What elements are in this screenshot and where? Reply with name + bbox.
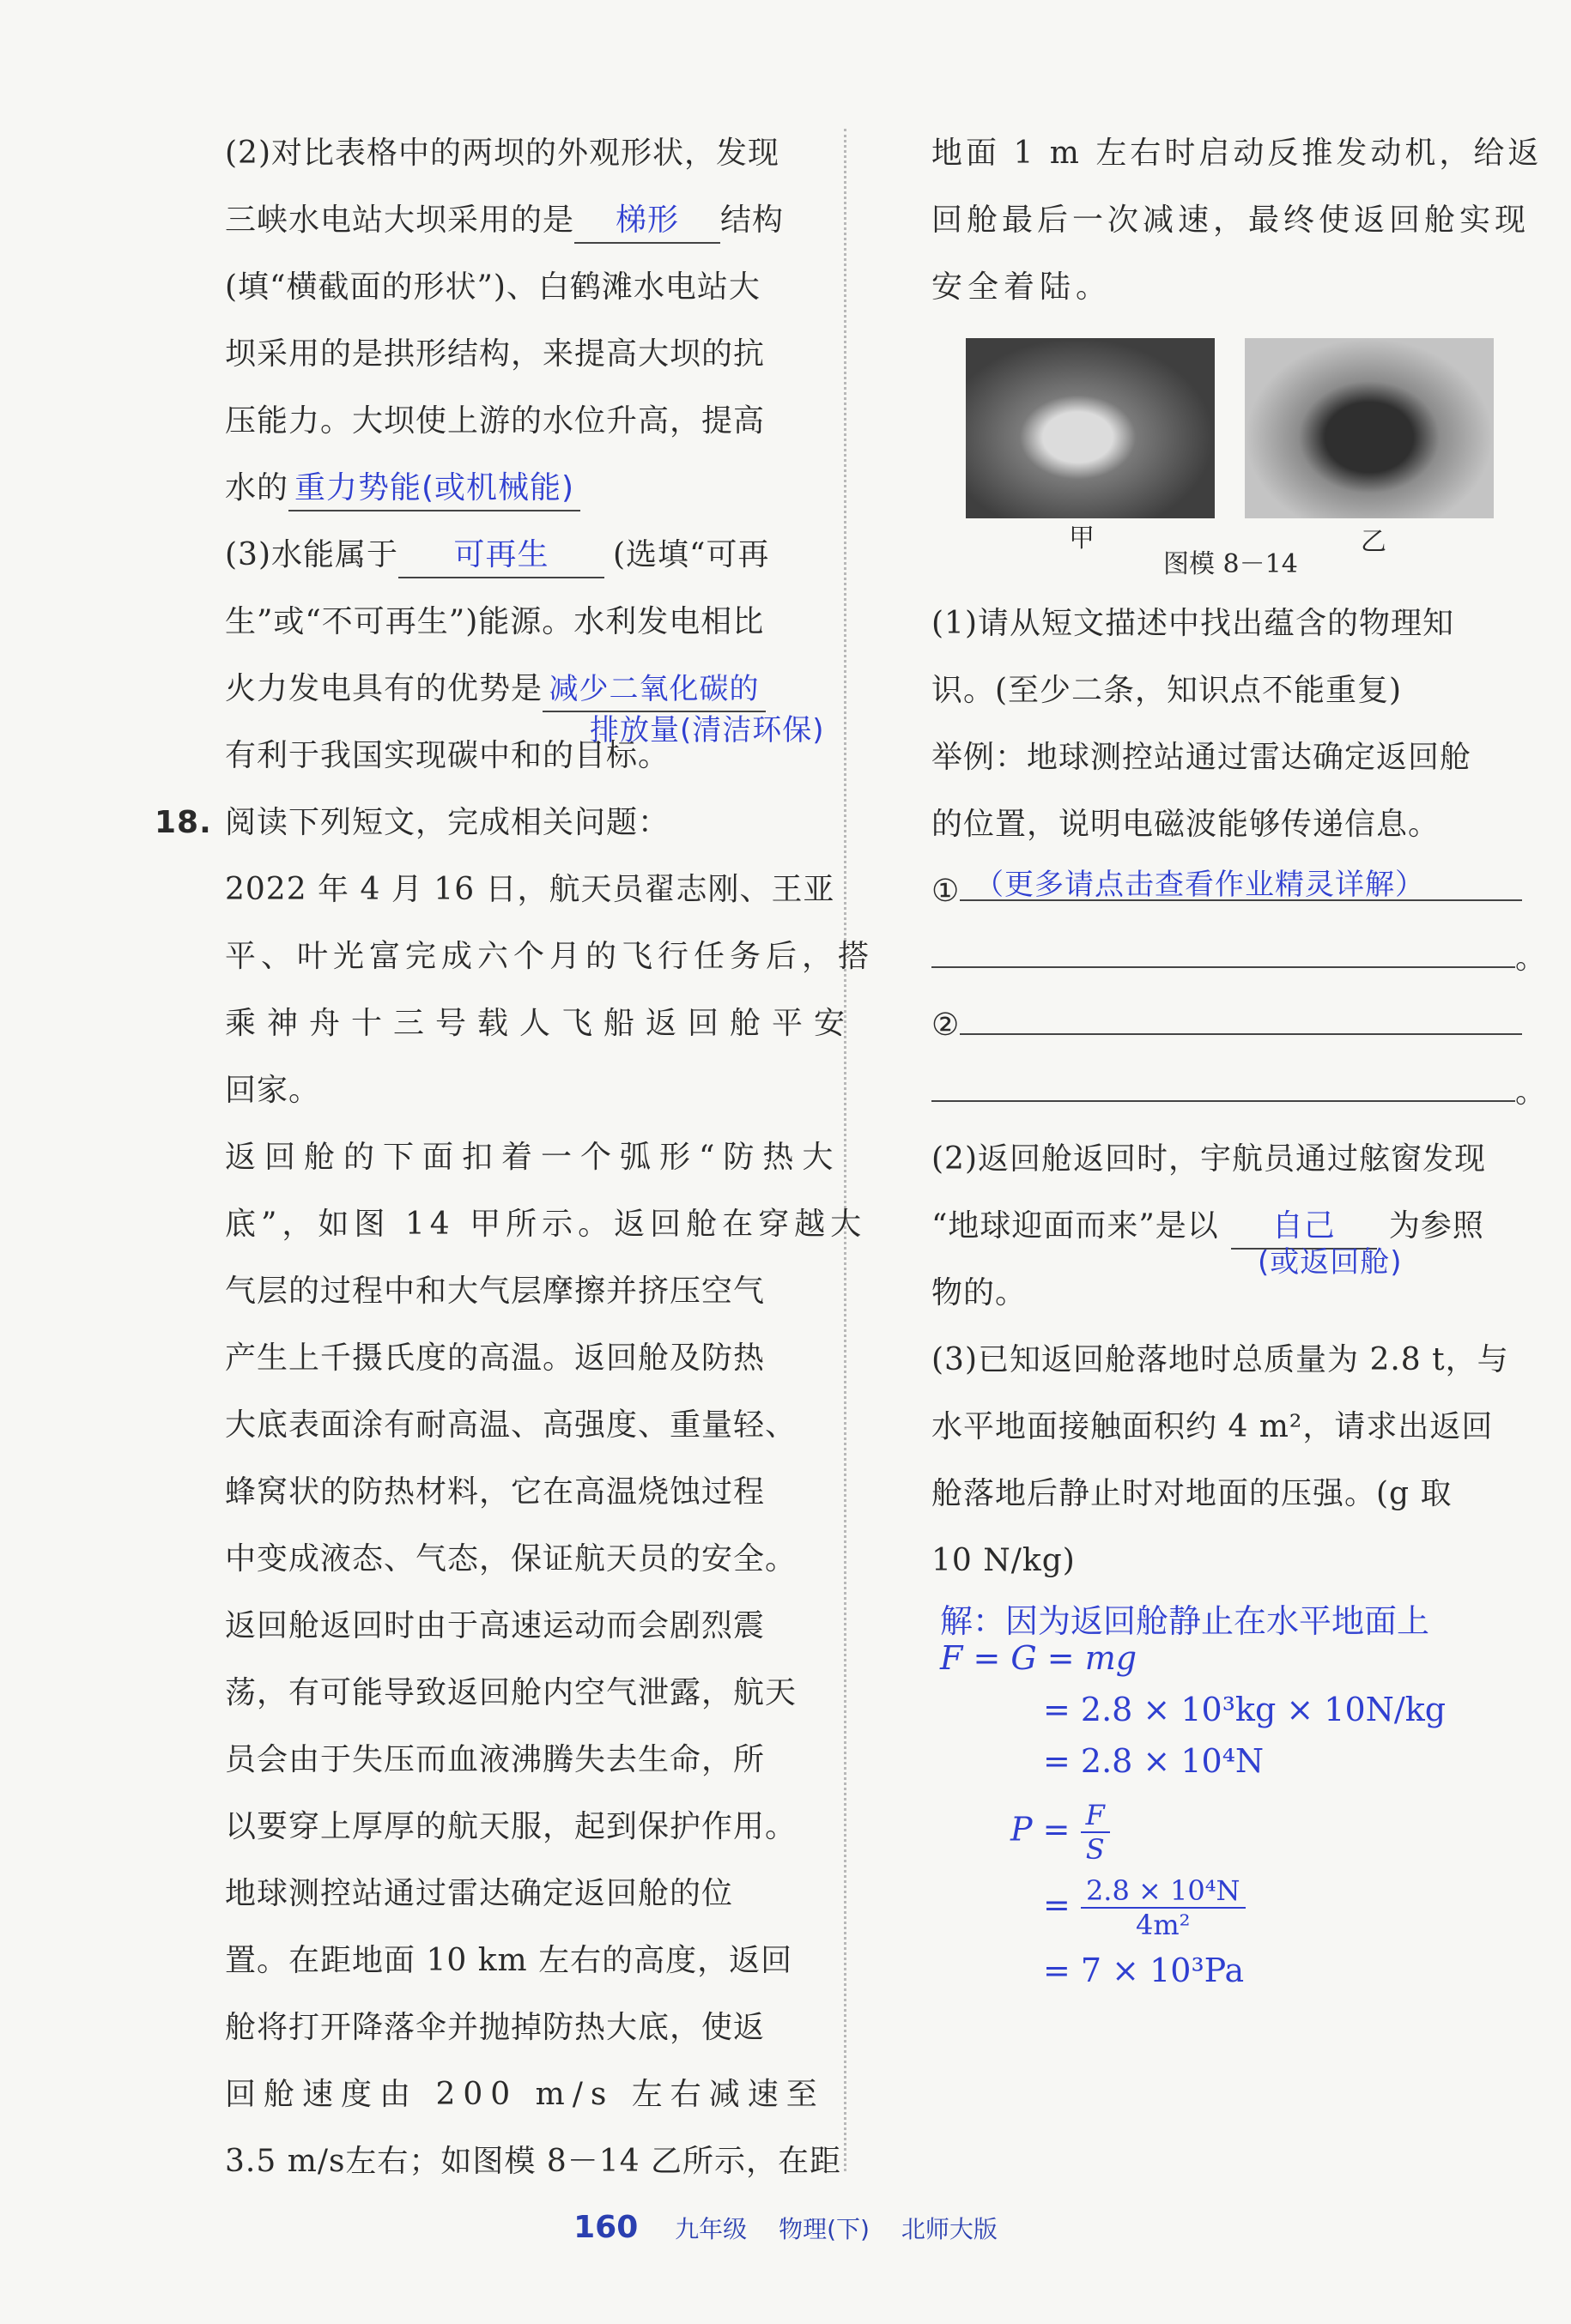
q2-answer-shape: 梯形 [574, 199, 720, 244]
q18-heading [155, 790, 826, 856]
answer-blank [931, 932, 1515, 968]
passage-line: 地面 1 m 左右时启动反推发动机，给返 [931, 136, 1543, 171]
q2-text: 结构 [720, 203, 785, 238]
q3-answer-advantage-b: 排放量(清洁环保) [590, 713, 825, 747]
answer-line-1 [931, 858, 1532, 925]
example-line: 举例：地球测控站通过雷达确定返回舱 [931, 740, 1472, 775]
page-number: 160 [573, 2210, 639, 2245]
subject-label: 物理(下) [779, 2215, 870, 2243]
solution-fraction-line [1010, 1799, 1110, 1866]
circle-number: ① [931, 874, 961, 909]
passage-line: 产生上千摄氏度的高温。返回舱及防热 [225, 1341, 766, 1376]
passage-line: 员会由于失压而血液沸腾失去生命，所 [225, 1742, 766, 1777]
q2-answer-alt: (或返回舱) [1258, 1245, 1403, 1280]
solution-lhs: P = [1010, 1810, 1071, 1849]
solution-line: = 2.8 × 10³kg × 10N/kg [1043, 1691, 1447, 1728]
q2-text: 三峡水电站大坝采用的是 [225, 203, 575, 238]
q3-line [225, 522, 826, 589]
solution-block [931, 1595, 1532, 2006]
q3-answer-advantage-a: 减少二氧化碳的 [543, 668, 766, 712]
passage-line: 底”，如图 14 甲所示。返回舱在穿越大 [225, 1207, 867, 1242]
passage-line: 大底表面涂有耐高温、高强度、重量轻、 [225, 1407, 798, 1443]
passage-line: 舱将打开降落伞并抛掉防热大底，使返 [225, 2010, 766, 2045]
column-divider [844, 129, 846, 2171]
figure-8-14 [966, 338, 1532, 557]
figure-label-a: 甲 [1069, 524, 1095, 554]
equals-sign: = [1043, 1885, 1071, 1924]
period: 。 [1515, 1074, 1548, 1110]
q3-line [225, 713, 826, 790]
figure-label-b: 乙 [1361, 527, 1386, 557]
passage-line: 返回舱返回时由于高速运动而会剧烈震 [225, 1608, 766, 1643]
q3-line: 水平地面接触面积约 4 m²，请求出返回 [931, 1409, 1494, 1444]
passage-line: 中变成液态、气态，保证航天员的安全。 [225, 1541, 798, 1577]
passage-line: 返回舱的下面扣着一个弧形“防热大 [225, 1140, 842, 1175]
answer-line-1b [931, 925, 1548, 992]
q2-line: 物的。 [931, 1275, 1028, 1310]
return-capsule-photo-a [966, 338, 1215, 518]
q2-line [931, 1193, 1532, 1280]
q2-answer-energy: 重力势能(或机械能) [288, 467, 580, 511]
q1-line: 识。(至少二条，知识点不能重复) [931, 673, 1403, 708]
q1-line: (1)请从短文描述中找出蕴含的物理知 [931, 606, 1454, 641]
passage-line: 回舱速度由 200 m/s 左右减速至 [225, 2077, 825, 2112]
answer-link-text[interactable]: （更多请点击查看作业精灵详解） [974, 868, 1425, 902]
q2-line: (2)对比表格中的两坝的外观形状，发现 [225, 136, 779, 171]
fraction-numerator: F [1081, 1799, 1110, 1833]
solution-fraction-line [1043, 1874, 1246, 1941]
passage-line: 3.5 m/s左右；如图模 8－14 乙所示，在距 [225, 2144, 842, 2179]
passage-line: 荡，有可能导致返回舱内空气泄露，航天 [225, 1675, 798, 1710]
q3-line: 舱落地后静止时对地面的压强。(g 取 [931, 1476, 1453, 1511]
answer-line-2b [931, 1059, 1548, 1126]
passage-line: 回舱最后一次减速，最终使返回舱实现 [931, 203, 1531, 238]
circle-number: ② [931, 1008, 961, 1043]
passage-line: 蜂窝状的防热材料，它在高温烧蚀过程 [225, 1474, 766, 1510]
q3-line: 生”或“不可再生”)能源。水利发电相比 [225, 604, 765, 639]
reading-passage [225, 856, 875, 2195]
passage-line: 回家。 [225, 1073, 321, 1108]
passage-line: 地球测控站通过雷达确定返回舱的位 [225, 1876, 734, 1911]
passage-line: 平、叶光富完成六个月的飞行任务后，搭 [225, 939, 875, 974]
fraction-numerator: 2.8 × 10⁴N [1081, 1874, 1246, 1909]
passage-line: 气层的过程中和大气层摩擦并挤压空气 [225, 1274, 766, 1309]
grade-label: 九年级 [675, 2215, 748, 2243]
solution-line: = 2.8 × 10⁴N [1043, 1742, 1265, 1780]
q2-line: 压能力。大坝使上游的水位升高，提高 [225, 403, 766, 439]
solution-line: = 7 × 10³Pa [1043, 1952, 1245, 1989]
question-number: 18. [155, 805, 212, 840]
q3-line: (3)已知返回舱落地时总质量为 2.8 t，与 [931, 1342, 1509, 1377]
q3-text: 有利于我国实现碳中和的目标。 [225, 738, 670, 773]
answer-line-2 [931, 992, 1532, 1059]
q3-answer-renewable: 可再生 [398, 534, 604, 578]
q2-text: 为参照 [1388, 1208, 1484, 1244]
passage-line: 置。在距地面 10 km 左右的高度，返回 [225, 1943, 793, 1978]
fraction-denominator: 4m² [1135, 1909, 1191, 1941]
q2-line: (填“横截面的形状”)、白鹤滩水电站大 [225, 269, 761, 305]
answer-blank [931, 1066, 1515, 1102]
q2-line [225, 187, 826, 254]
period: 。 [1515, 941, 1548, 976]
fraction [1081, 1874, 1246, 1941]
q3-line: 10 N/kg) [931, 1543, 1076, 1578]
passage-line: 2022 年 4 月 16 日，航天员翟志刚、王亚 [225, 872, 835, 907]
solution-line: F = G = mg [940, 1639, 1137, 1677]
left-column [155, 120, 875, 2195]
q2-text: 水的 [225, 470, 289, 505]
solution-line: 解：因为返回舱静止在水平地面上 [940, 1602, 1430, 1640]
page-footer [0, 2210, 1571, 2245]
fraction-denominator: S [1085, 1833, 1105, 1866]
return-capsule-photo-b [1245, 338, 1494, 518]
fraction [1081, 1799, 1110, 1866]
q18-title: 阅读下列短文，完成相关问题： [225, 805, 670, 840]
passage-line: 乘神舟十三号载人飞船返回舱平安 [225, 1006, 857, 1041]
q2-line [225, 455, 826, 522]
q2-line: 坝采用的是拱形结构，来提高大坝的抗 [225, 336, 766, 372]
answer-blank [960, 999, 1522, 1035]
example-line: 的位置，说明电磁波能够传递信息。 [931, 807, 1441, 842]
q3-text: (3)水能属于 [225, 537, 398, 572]
passage-line: 以要穿上厚厚的航天服，起到保护作用。 [225, 1809, 798, 1844]
q2-line: (2)返回舱返回时，宇航员通过舷窗发现 [931, 1141, 1486, 1177]
q2-answer-reference: 自己 [1231, 1205, 1377, 1250]
edition-label: 北师大版 [901, 2215, 998, 2243]
figure-caption: 图模 8－14 [1163, 549, 1298, 579]
passage-line: 安全着陆。 [931, 269, 1113, 305]
q3-text: (选填“可再 [613, 537, 770, 572]
q2-text: “地球迎面而来”是以 [931, 1208, 1219, 1244]
q3-text: 火力发电具有的优势是 [225, 671, 543, 706]
right-column [931, 120, 1548, 2006]
